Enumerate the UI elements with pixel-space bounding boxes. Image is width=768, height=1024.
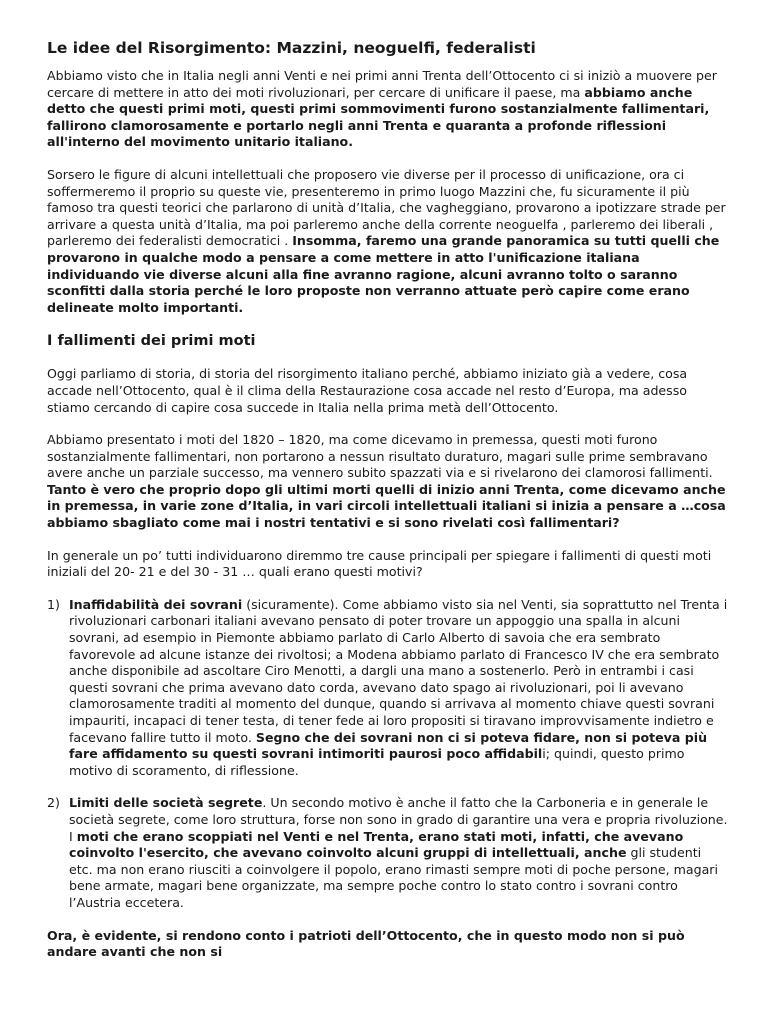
list-item-title: Inaffidabilità dei sovrani	[69, 596, 243, 612]
list-item-number: 1)	[47, 596, 60, 612]
paragraph-intro-text: Abbiamo visto che in Italia negli anni Venti e nei primi anni Trenta dell’Ottocento ci si iniziò a muovere per cercare di mettere in atto dei moti rivoluzionari, per cercare di unificare il paese, ma	[47, 68, 717, 100]
paragraph-moti-bold: Tanto è vero che proprio dopo gli ultimi morti quelli di inizio anni Trenta, come dicevamo anche in premessa, in varie zone d’Italia, in vari circoli intellettuali italiani si inizia a pensare a …cosa abbiamo sbagliato come mai i nostri tentativi e si sono rivelati così fallimentari?	[47, 481, 726, 531]
paragraph-causes: In generale un po’ tutti individuarono diremmo tre cause principali per spiegare i fallimenti di questi moti iniziali del 20- 21 e del 30 - 31 … quali erano questi motivi?	[47, 547, 712, 580]
list-item	[47, 795, 728, 911]
list-item-tail: i; quindi, questo primo motivo di scoramento, di riflessione.	[69, 746, 685, 778]
list-item-number: 2)	[47, 795, 60, 811]
paragraph-intro	[47, 68, 728, 151]
list-item-tail: gli studenti etc. ma non erano riusciti a coinvolgere il popolo, erano rimasti sempre moti di poche persone, magari bene armate, magari bene organizzate, ma sempre poche contro lo stato contro i sovrani contro l’Austria eccetera.	[69, 845, 718, 910]
paragraph-intro-bold: abbiamo anche detto che questi primi moti, questi primi sommovimenti furono sostanzialmente fallimentari, fallirono clamorosamente e portarlo negli anni Trenta e quaranta a profonde riflessioni all'interno del movimento unitario italiano.	[47, 84, 710, 150]
list-item-text: (sicuramente). Come abbiamo visto sia nel Venti, sia soprattutto nel Trenta i rivoluzionari carbonari italiani avevano pensato di poter trovare un appoggio una spalla in alcuni sovrani, ad esempio in Piemonte abbiamo parlato di Carlo Alberto di savoia che era sembrato favorevole ad alcune istanze dei rivoltosi; a Modena abbiamo parlato di Francesco IV che era sembrato anche disponibile ad ascoltare Ciro Menotti, a dargli una mano a sostenerlo. Però in entrambi i casi questi sovrani che prima avevano dato corda, avevano dato spago ai rivoluzionari, poi li avevano clamorosamente traditi al momento del dunque, quando si arrivava al momento chiave questi sovrani impauriti, incapaci di tener testa, di tener fede ai loro propositi si tiravano improvvisamente indietro e facevano fallire tutto il moto.	[69, 596, 728, 745]
paragraph-figures-text: Sorsero le figure di alcuni intellettuali che proposero vie diverse per il processo di unificazione, ora ci soffermeremo il proprio su queste vie, presenteremo in primo luogo Mazzini che, fu sicuramente il più famoso tra questi teorici che parlarono di unità d’Italia, che vagheggiano, provarono a ipotizzare strade per arrivare a questa unità d’Italia, ma poi parleremo anche della corrente neoguelfa , parleremo dei liberali , parleremo dei federalisti democratici .	[47, 166, 726, 249]
section-heading: I fallimenti dei primi moti	[47, 333, 256, 350]
list-item-title: Limiti delle società segrete	[69, 795, 263, 811]
causes-list	[47, 597, 728, 912]
paragraph-figures-bold: Insomma, faremo una grande panoramica su tutti quelli che provarono in qualche modo a pensare a come mettere in atto l'unificazione italiana individuando vie diverse alcuni alla fine avranno ragione, alcuni avranno tolto o saranno sconfitti dalla storia perché le loro proposte non verranno attuate però capire come erano delineate molto importanti.	[47, 233, 720, 315]
paragraph-final	[47, 928, 728, 961]
paragraph-today: Oggi parliamo di storia, di storia del risorgimento italiano perché, abbiamo iniziato già a vedere, cosa accade nell’Ottocento, qual è il clima della Restaurazione cosa accade nel resto d’Europa, ma adesso stiamo cercando di capire cosa succede in Italia nella prima metà dell’Ottocento.	[47, 366, 688, 415]
paragraph-final-bold: Ora, è evidente, si rendono conto i patrioti dell’Ottocento, che in questo modo non si può andare avanti che non si	[47, 927, 685, 960]
list-item-text: . Un secondo motivo è anche il fatto che la Carboneria e in generale le società segrete, come loro struttura, forse non sono in grado di garantire una vera e propria rivoluzione. I	[69, 795, 728, 844]
paragraph-moti	[47, 432, 728, 532]
list-item	[47, 597, 728, 780]
list-item-bold-text: moti che erano scoppiati nel Venti e nel Trenta, erano stati moti, infatti, che avevano coinvolto l'esercito, che avevano coinvolto alcuni gruppi di intellettuali, anche	[69, 828, 684, 861]
paragraph-moti-text: Abbiamo presentato i moti del 1820 – 1820, ma come dicevamo in premessa, questi moti furono sostanzialmente fallimentari, non portarono a nessun risultato duraturo, magari sulle prime sembravano avere anche un parziale successo, ma vennero subito spazzati via e si rivelarono dei clamorosi fallimenti.	[47, 432, 713, 481]
paragraph-figures	[47, 167, 728, 316]
document-title: Le idee del Risorgimento: Mazzini, neoguelfi, federalisti	[47, 39, 536, 57]
list-item-bold-text: Segno che dei sovrani non ci si poteva fidare, non si poteva più fare affidamento su questi sovrani intimoriti paurosi poco affidabil	[69, 729, 708, 762]
